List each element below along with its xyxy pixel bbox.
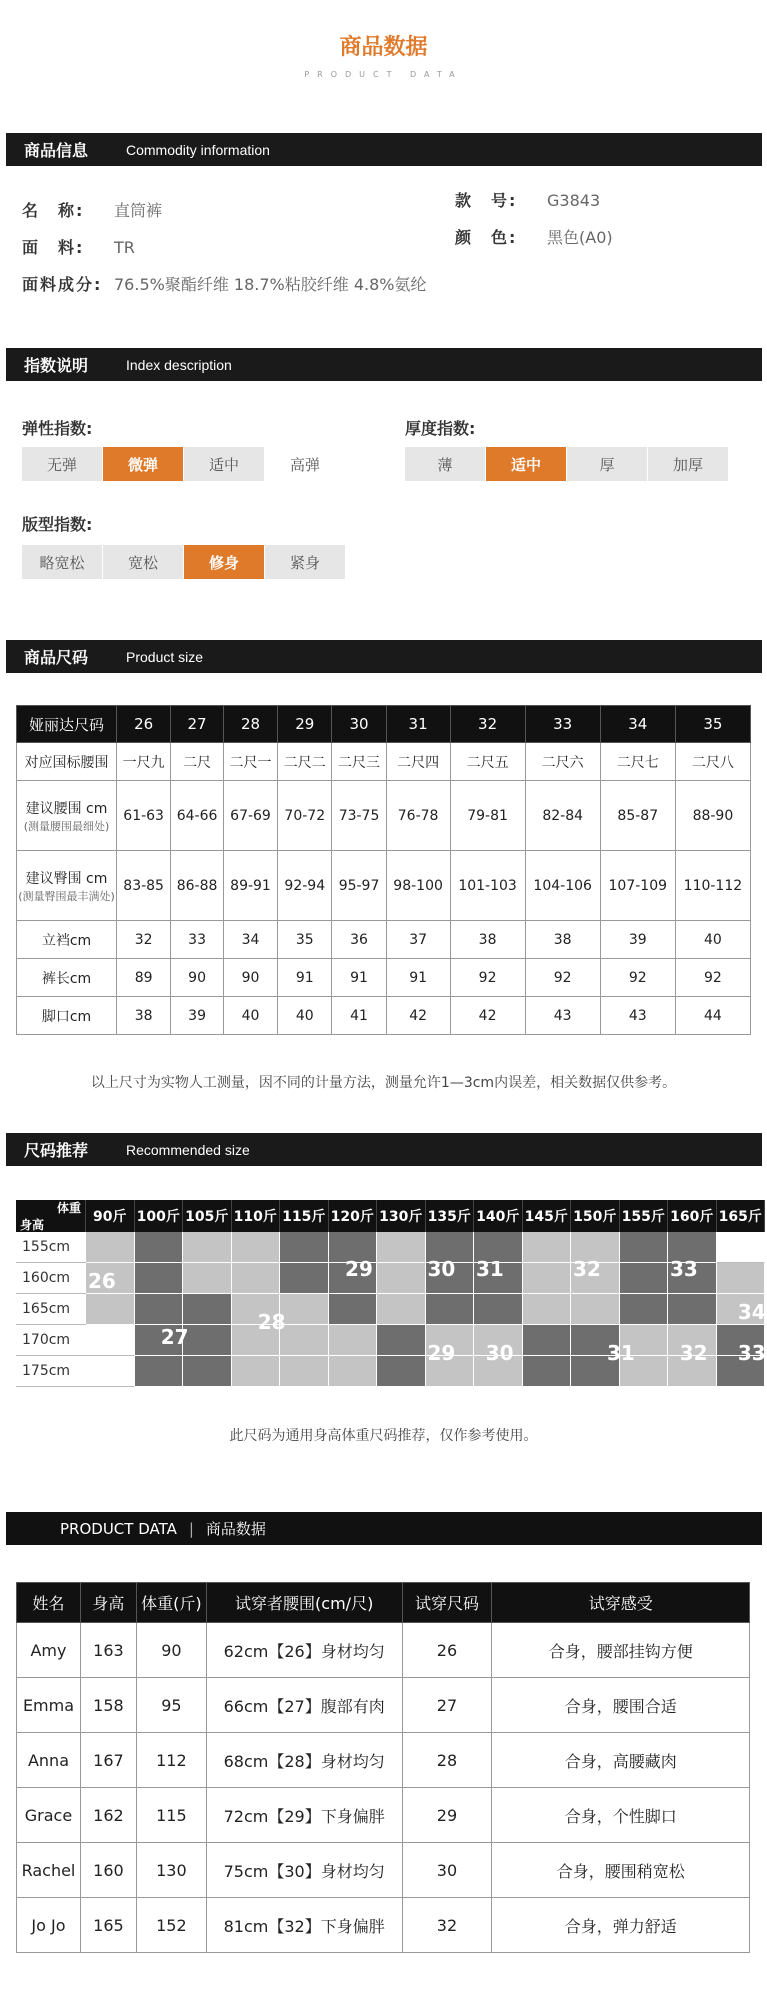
row-label: 立裆cm [17,921,117,959]
grid-cell [717,1232,766,1263]
grid-cell [620,1294,669,1325]
table-row [17,1843,750,1898]
row-label-sub: (测量腰围最细处) [23,819,110,833]
table-cell: 95 [136,1678,206,1733]
chip-selected: 修身 [184,545,264,579]
table-cell: 61-63 [117,781,171,851]
table-cell: 85-87 [600,781,675,851]
size-label: 27 [160,1325,189,1349]
table-cell: 32 [402,1898,492,1953]
table-cell: 92 [675,959,750,997]
table-cell: 81cm【32】下身偏胖 [206,1898,402,1953]
grid-cell [280,1294,329,1325]
table-cell: 44 [675,997,750,1035]
table-cell: 41 [332,997,386,1035]
weight-header: 120斤 [329,1200,378,1232]
grid-cell [86,1325,135,1356]
table-cell: 162 [80,1788,136,1843]
row-label [17,851,117,921]
table-cell: 92-94 [278,851,332,921]
chip: 略宽松 [22,545,102,579]
grid-cell [620,1263,669,1294]
table-cell: 二尺四 [386,743,450,781]
height-header: 170cm [16,1325,86,1356]
grid-cell [232,1263,281,1294]
size-label: 32 [573,1256,601,1281]
table-cell: 30 [402,1843,492,1898]
table-cell: 130 [136,1843,206,1898]
row-label: 脚口cm [17,997,117,1035]
table-cell: 88-90 [675,781,750,851]
grid-cell [329,1294,378,1325]
grid-cell [135,1294,184,1325]
table-cell: 75cm【30】身材均匀 [206,1843,402,1898]
table-cell: 163 [80,1623,136,1678]
weight-header: 115斤 [280,1200,329,1232]
fit-chips [22,545,346,579]
table-cell: 38 [117,997,171,1035]
size-label: 34 [737,1300,766,1325]
size-label: 30 [485,1340,514,1365]
table-cell: 92 [600,959,675,997]
table-cell: 合身，腰围合适 [492,1678,750,1733]
weight-header: 110斤 [232,1200,281,1232]
grid-cell [86,1294,135,1325]
weight-header: 90斤 [86,1200,135,1232]
chip-selected: 适中 [486,447,566,481]
column-header: 试穿尺码 [402,1583,492,1623]
table-row [17,997,751,1035]
table-row [17,706,751,743]
info-fabric: 面 料: TR [22,238,135,257]
corner-weight: 体重 [56,1201,81,1215]
table-cell: Grace [17,1788,81,1843]
table-cell: 110-112 [675,851,750,921]
weight-header: 160斤 [668,1200,717,1232]
table-cell: 34 [223,921,277,959]
grid-cell [232,1232,281,1263]
chip: 宽松 [103,545,183,579]
table-cell: Rachel [17,1843,81,1898]
table-cell: 26 [117,706,171,743]
grid-cell [571,1294,620,1325]
table-cell: 二尺 [171,743,224,781]
table-cell: 二尺二 [278,743,332,781]
elastic-label: 弹性指数: [22,419,93,438]
grid-cell [135,1232,184,1263]
row-label: 对应国标腰围 [17,743,117,781]
section-bar-tryon: PRODUCT DATA | 商品数据 [6,1512,762,1545]
table-cell: 167 [80,1733,136,1788]
column-header: 试穿感受 [492,1583,750,1623]
grid-cell [377,1263,426,1294]
grid-cell [280,1356,329,1387]
table-cell: 二尺八 [675,743,750,781]
info-color: 颜 色: 黑色(A0) [455,228,613,247]
table-cell: 32 [450,706,525,743]
table-cell: 38 [450,921,525,959]
table-cell: 90 [136,1623,206,1678]
grid-cell [474,1294,523,1325]
table-cell: 34 [600,706,675,743]
height-header: 155cm [16,1232,86,1263]
chip: 无弹 [22,447,102,481]
info-composition: 面料成分: 76.5%聚酯纤维 18.7%粘胶纤维 4.8%氨纶 [22,275,427,294]
table-cell: 91 [278,959,332,997]
size-label: 29 [345,1256,373,1281]
table-cell: 30 [332,706,386,743]
table-cell: 合身，腰围稍宽松 [492,1843,750,1898]
info-name: 名 称: 直筒裤 [22,201,163,220]
chip: 厚 [567,447,647,481]
table-cell: 101-103 [450,851,525,921]
size-label: 33 [737,1340,766,1365]
size-label: 31 [476,1256,504,1281]
grid-corner [16,1200,86,1232]
height-header: 160cm [16,1263,86,1294]
elastic-chips [22,447,346,481]
table-row [17,781,751,851]
table-cell: 37 [386,921,450,959]
table-header-row [17,1583,750,1623]
row-label: 裤长cm [17,959,117,997]
table-cell: 合身，个性脚口 [492,1788,750,1843]
table-cell: 27 [402,1678,492,1733]
table-cell: 合身，腰部挂钩方便 [492,1623,750,1678]
column-header: 姓名 [17,1583,81,1623]
table-cell: 73-75 [332,781,386,851]
row-label [17,781,117,851]
section-bar-commodity [6,133,762,166]
grid-cell [377,1232,426,1263]
table-cell: 39 [600,921,675,959]
table-cell: 158 [80,1678,136,1733]
table-row [17,1623,750,1678]
table-cell: 二尺一 [223,743,277,781]
section-bar-size: 商品尺码 Product size [6,640,762,673]
weight-header: 105斤 [183,1200,232,1232]
table-cell: 89 [117,959,171,997]
size-label: 31 [606,1340,635,1365]
section-bar-recommend: 尺码推荐 Recommended size [6,1133,762,1166]
size-table [16,705,751,1035]
grid-cell [280,1325,329,1356]
table-row [17,743,751,781]
section-bar-index: 指数说明 Index description [6,348,762,381]
table-row [17,1733,750,1788]
weight-header: 165斤 [717,1200,766,1232]
grid-cell [183,1294,232,1325]
grid-cell [280,1232,329,1263]
table-cell: 152 [136,1898,206,1953]
row-label-main: 建议腰围 cm [25,800,108,817]
table-cell: 115 [136,1788,206,1843]
recommend-note: 此尺码为通用身高体重尺码推荐，仅作参考使用。 [229,1428,538,1444]
table-cell: 40 [223,997,277,1035]
table-cell: 42 [450,997,525,1035]
row-label-sub: (测量臀围最丰满处) [18,889,115,903]
table-cell: 32 [117,921,171,959]
table-cell: 68cm【28】身材均匀 [206,1733,402,1788]
size-label: 30 [427,1256,456,1281]
weight-header: 155斤 [620,1200,669,1232]
table-row [17,1788,750,1843]
size-label: 32 [679,1340,708,1365]
grid-cell [377,1356,426,1387]
weight-header: 145斤 [523,1200,572,1232]
table-cell: 40 [675,921,750,959]
grid-cell [523,1232,572,1263]
row-label-main: 建议臀围 cm [25,870,108,887]
table-cell: 95-97 [332,851,386,921]
table-cell: 90 [223,959,277,997]
row-label: 娅丽达尺码 [17,706,117,743]
weight-header: 140斤 [474,1200,523,1232]
fit-label: 版型指数: [22,515,93,534]
column-header: 体重(斤) [136,1583,206,1623]
table-cell: 83-85 [117,851,171,921]
grid-cell [523,1294,572,1325]
table-cell: 二尺七 [600,743,675,781]
grid-cell [329,1356,378,1387]
thick-label: 厚度指数: [405,419,476,438]
grid-cell [86,1232,135,1263]
grid-cell [668,1294,717,1325]
table-cell: 66cm【27】腹部有肉 [206,1678,402,1733]
table-cell: 76-78 [386,781,450,851]
grid-cell [135,1356,184,1387]
table-cell: 一尺九 [117,743,171,781]
height-header: 165cm [16,1294,86,1325]
table-cell: 35 [278,921,332,959]
weight-header: 130斤 [377,1200,426,1232]
table-cell: 82-84 [525,781,600,851]
grid-cell [377,1294,426,1325]
table-cell: 72cm【29】下身偏胖 [206,1788,402,1843]
table-cell: 31 [386,706,450,743]
table-cell: 33 [525,706,600,743]
table-cell: 92 [525,959,600,997]
grid-cell [523,1325,572,1356]
grid-cell [620,1232,669,1263]
size-label: 33 [670,1256,698,1281]
info-style: 款 号: G3843 [455,191,601,210]
section-title-cn: 商品信息 [24,141,89,160]
chip-selected: 微弹 [103,447,183,481]
thick-chips [405,447,729,481]
table-cell: 43 [525,997,600,1035]
table-cell: 40 [278,997,332,1035]
table-cell: 36 [332,921,386,959]
chip: 高弹 [289,455,320,474]
grid-cell [183,1356,232,1387]
table-cell: 160 [80,1843,136,1898]
table-cell: 165 [80,1898,136,1953]
table-row [17,959,751,997]
table-cell: 104-106 [525,851,600,921]
weight-header: 135斤 [426,1200,475,1232]
height-header: 175cm [16,1356,86,1387]
table-cell: 107-109 [600,851,675,921]
grid-cell [135,1263,184,1294]
weight-header: 100斤 [135,1200,184,1232]
table-cell: 91 [332,959,386,997]
grid-cell [717,1263,766,1294]
table-cell: 二尺三 [332,743,386,781]
chip: 适中 [184,447,264,481]
table-row [17,921,751,959]
table-cell: 91 [386,959,450,997]
grid-cell [183,1263,232,1294]
grid-cell [183,1325,232,1356]
table-row [17,851,751,921]
table-cell: 70-72 [278,781,332,851]
table-cell: 26 [402,1623,492,1678]
table-cell: 29 [402,1788,492,1843]
grid-cell [426,1294,475,1325]
grid-cell [183,1232,232,1263]
table-row [17,1678,750,1733]
table-cell: Jo Jo [17,1898,81,1953]
grid-cell [280,1263,329,1294]
table-cell: 42 [386,997,450,1035]
table-cell: 29 [278,706,332,743]
chip: 紧身 [265,545,345,579]
table-cell: Amy [17,1623,81,1678]
table-cell: 90 [171,959,224,997]
table-cell: 33 [171,921,224,959]
table-cell: 64-66 [171,781,224,851]
table-cell: 二尺五 [450,743,525,781]
size-label: 26 [88,1269,116,1294]
table-cell: 二尺六 [525,743,600,781]
table-cell: 27 [171,706,224,743]
table-row [17,1898,750,1953]
table-cell: 86-88 [171,851,224,921]
table-cell: 38 [525,921,600,959]
table-cell: 合身，高腰藏肉 [492,1733,750,1788]
table-cell: 112 [136,1733,206,1788]
table-cell: 28 [402,1733,492,1788]
grid-cell [86,1356,135,1387]
weight-header: 150斤 [571,1200,620,1232]
grid-cell [329,1325,378,1356]
table-cell: 98-100 [386,851,450,921]
table-cell: Anna [17,1733,81,1788]
tryon-table [16,1582,750,1953]
table-cell: 89-91 [223,851,277,921]
table-cell: 79-81 [450,781,525,851]
grid-cell [377,1325,426,1356]
table-cell: 合身，弹力舒适 [492,1898,750,1953]
table-cell: 35 [675,706,750,743]
table-cell: 39 [171,997,224,1035]
section-title-en: Commodity information [126,141,270,158]
table-cell: Emma [17,1678,81,1733]
column-header: 身高 [80,1583,136,1623]
column-header: 试穿者腰围(cm/尺) [206,1583,402,1623]
size-note: 以上尺寸为实物人工测量，因不同的计量方法，测量允许1—3cm内误差，相关数据仅供参考。 [90,1075,677,1091]
grid-cell [523,1263,572,1294]
chip: 薄 [405,447,485,481]
corner-height: 身高 [20,1218,45,1232]
grid-cell [523,1356,572,1387]
table-cell: 67-69 [223,781,277,851]
grid-cell [232,1356,281,1387]
table-cell: 28 [223,706,277,743]
size-label: 29 [427,1340,456,1365]
table-cell: 62cm【26】身材均匀 [206,1623,402,1678]
page-title: 商品数据 [339,35,428,60]
table-cell: 43 [600,997,675,1035]
table-cell: 92 [450,959,525,997]
size-label: 28 [257,1309,286,1334]
page-subtitle: PRODUCT DATA [304,70,463,79]
chip: 加厚 [648,447,728,481]
